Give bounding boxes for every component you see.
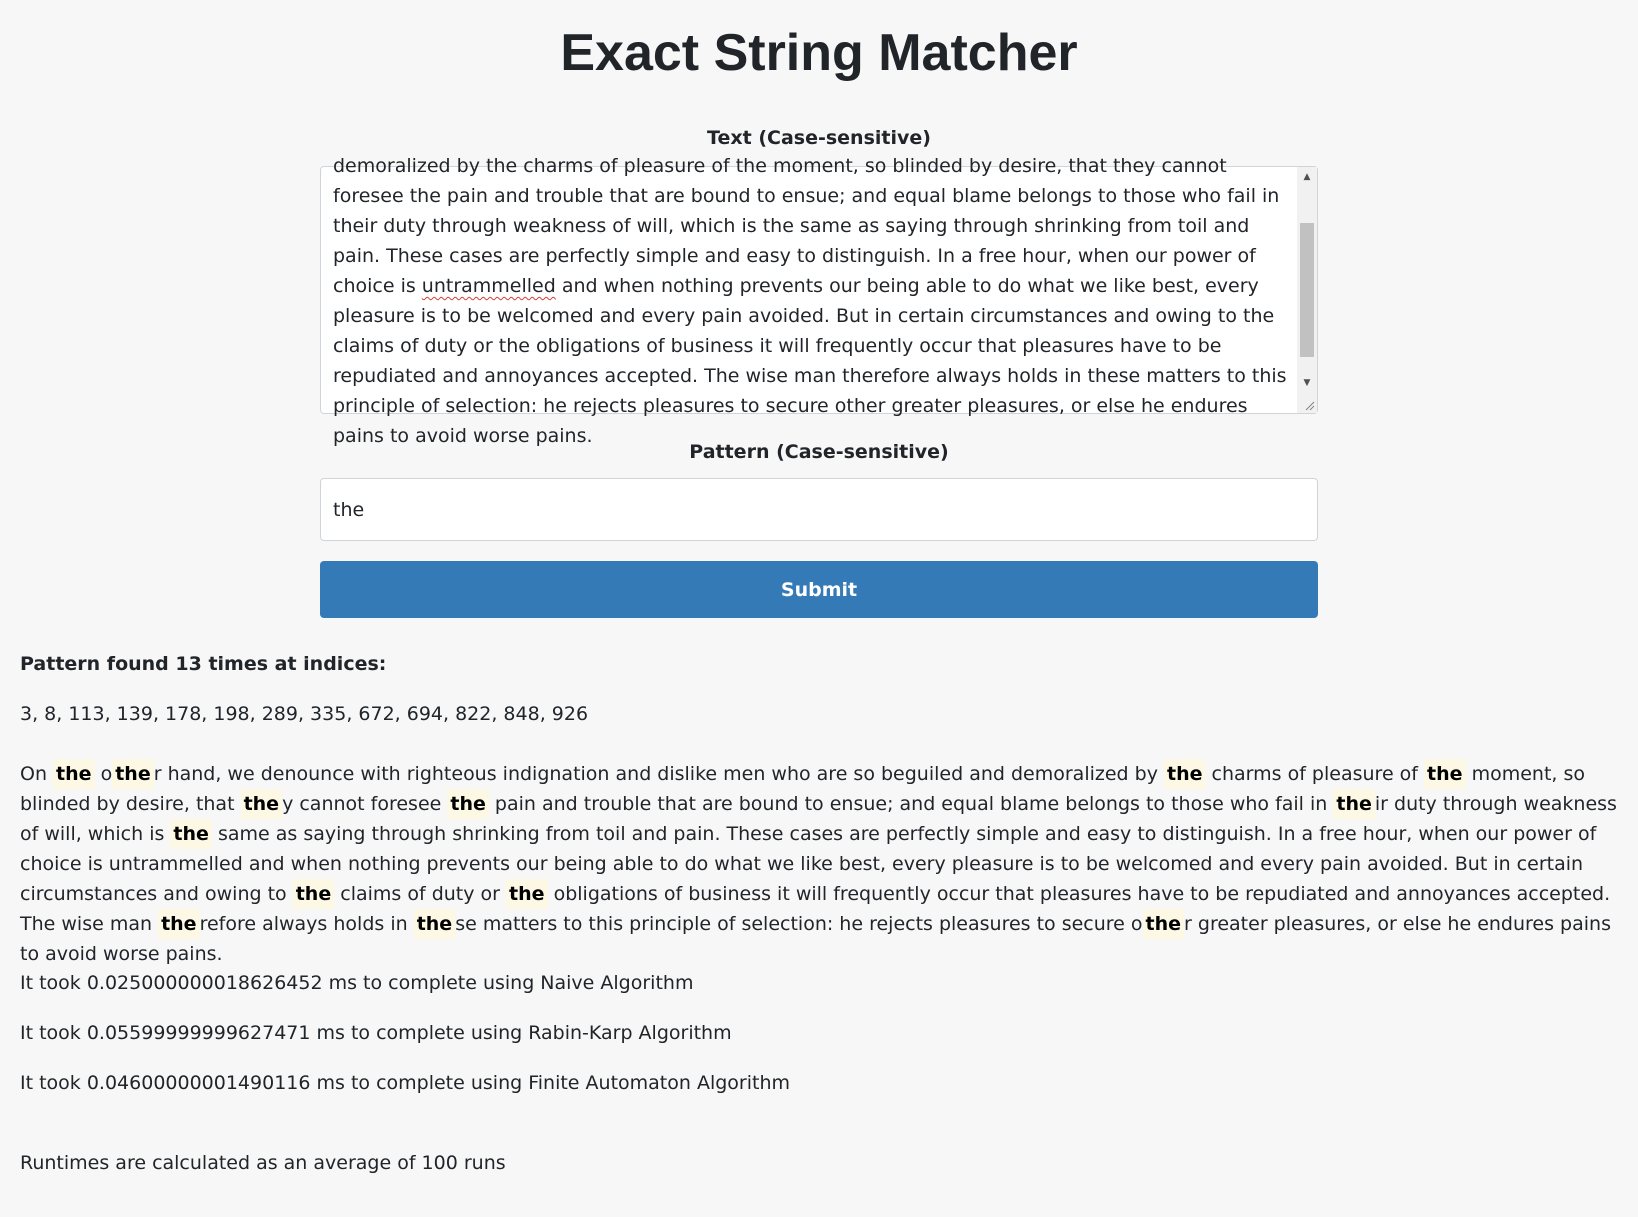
text-segment: r greater pleasures, or else he endures pains to avoid worse pains. — [20, 913, 1611, 965]
match-highlight: the — [1424, 759, 1466, 789]
match-highlight: the — [112, 759, 154, 789]
resize-grip-icon[interactable] — [1297, 393, 1317, 413]
scroll-up-arrow-icon[interactable]: ▲ — [1303, 172, 1311, 182]
text-segment: On — [20, 763, 54, 785]
match-highlight: the — [53, 759, 95, 789]
highlighted-text — [20, 759, 1620, 969]
timing-rabin-karp: It took 0.05599999999627471 ms to complete using Rabin-Karp Algorithm — [20, 1022, 732, 1044]
runtime-note: Runtimes are calculated as an average of 100 runs — [20, 1152, 506, 1174]
timing-finite-automaton: It took 0.04600000001490116 ms to complete using Finite Automaton Algorithm — [20, 1072, 791, 1094]
text-value-part: demoralized by the charms of pleasure of the moment, so blinded by desire, that they cannot foresee the pain and trouble that are bound to ensue; and equal blame belongs to those who fail in their duty through weakness of will, which is the same as saying through shrinking from toil and pain. These cases are perfectly simple and easy to distinguish. In a free hour, when our power of choice is — [333, 155, 1280, 297]
text-segment: pain and trouble that are bound to ensue; and equal blame belongs to those who fail in — [488, 793, 1334, 815]
match-highlight: the — [158, 909, 200, 939]
text-segment: ir duty through weakness of will, which is — [20, 793, 1617, 845]
text-segment: obligations of business it will frequently occur that pleasures have to be repudiated and annoyances accepted. The wise man — [20, 883, 1611, 935]
match-highlight: the — [170, 819, 212, 849]
text-segment: se matters to this principle of selection: he rejects pleasures to secure o — [455, 913, 1143, 935]
result-indices: 3, 8, 113, 139, 178, 198, 289, 335, 672, 694, 822, 848, 926 — [20, 703, 589, 725]
text-segment: claims of duty or — [334, 883, 507, 905]
text-segment: moment, so blinded by desire, that — [20, 763, 1585, 815]
pattern-label: Pattern (Case-sensitive) — [689, 441, 949, 463]
text-segment: y cannot foresee — [282, 793, 448, 815]
text-segment: r hand, we denounce with righteous indignation and dislike men who are so beguiled and demoralized by — [153, 763, 1164, 785]
match-highlight: the — [447, 789, 489, 819]
match-highlight: the — [241, 789, 283, 819]
text-segment: refore always holds in — [199, 913, 414, 935]
match-highlight: the — [1164, 759, 1206, 789]
text-label: Text (Case-sensitive) — [707, 127, 931, 149]
page-title: Exact String Matcher — [560, 24, 1078, 82]
match-highlight: the — [414, 909, 456, 939]
text-segment: o — [94, 763, 113, 785]
scroll-down-arrow-icon[interactable]: ▼ — [1303, 378, 1311, 388]
pattern-input[interactable] — [320, 478, 1318, 541]
text-segment: charms of pleasure of — [1205, 763, 1425, 785]
misspelled-word: untrammelled — [421, 275, 556, 297]
timing-naive: It took 0.025000000018626452 ms to complete using Naive Algorithm — [20, 972, 694, 994]
match-highlight: the — [506, 879, 548, 909]
match-highlight: the — [1333, 789, 1375, 819]
text-textarea[interactable] — [320, 155, 1318, 447]
text-segment: same as saying through shrinking from toil and pain. These cases are perfectly simple and easy to distinguish. In a free hour, when our power of choice is untrammelled and when nothing prevents our being able to do what we like best, every pleasure is to be welcomed and every pain avoided. But in certain circumstances and owing to — [20, 823, 1597, 905]
submit-button[interactable]: Submit — [320, 561, 1318, 618]
match-highlight: the — [293, 879, 335, 909]
text-value-part: and when nothing prevents our being able to do what we like best, every pleasure is to be welcomed and every pain avoided. But in certain circumstances and owing to the claims of duty or the obligations of business it will frequently occur that pleasures have to be repudiated and annoyances accepted. The wise man therefore always holds in these matters to this principle of selection: he rejects pleasures to secure other greater pleasures, or else he endures pains to avoid worse pains. — [333, 275, 1287, 447]
result-heading: Pattern found 13 times at indices: — [20, 653, 387, 675]
scrollbar-thumb[interactable] — [1300, 223, 1314, 357]
match-highlight: the — [1143, 909, 1185, 939]
textarea-scrollbar[interactable] — [1297, 167, 1317, 413]
text-textarea-content[interactable] — [333, 151, 1288, 451]
